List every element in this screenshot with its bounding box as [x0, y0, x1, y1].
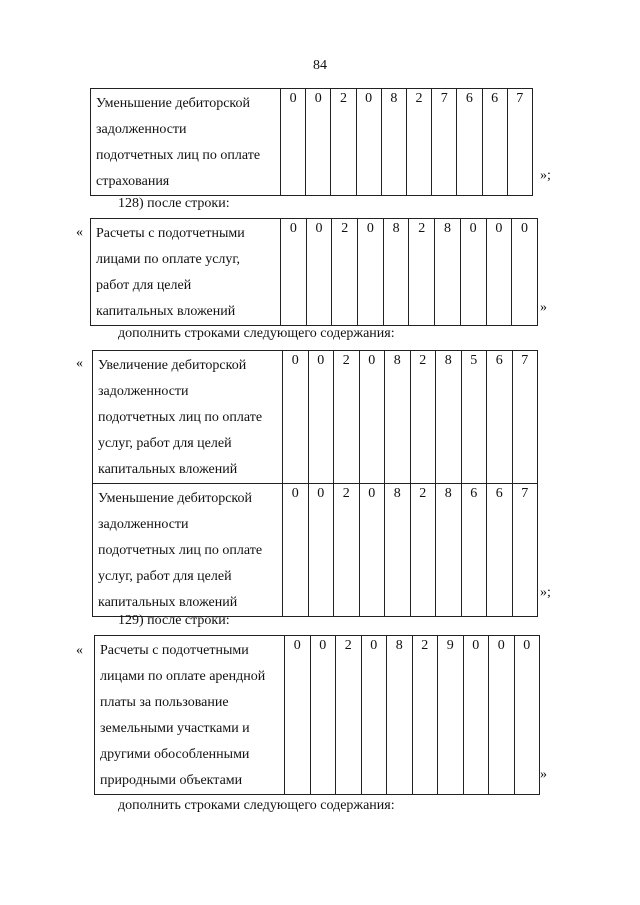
row-name	[91, 219, 281, 326]
code-digit: 9	[438, 636, 464, 795]
code-digit: 8	[385, 484, 411, 617]
code-digit: 0	[514, 636, 540, 795]
code-digit: 8	[387, 636, 413, 795]
code-digit: 8	[436, 351, 462, 484]
code-digit: 8	[436, 484, 462, 617]
table-settlements-capital	[90, 218, 538, 326]
opening-quote: «	[76, 356, 83, 371]
name-line: Расчеты с подотчетными	[100, 643, 249, 658]
code-digit: 2	[410, 351, 436, 484]
closing-quote: »	[540, 300, 547, 315]
code-digit: 6	[461, 484, 487, 617]
code-digit: 2	[331, 89, 356, 196]
code-digit: 0	[306, 219, 332, 326]
code-digit: 2	[412, 636, 438, 795]
name-line: земельными участками и	[100, 721, 250, 736]
code-digit: 2	[334, 351, 360, 484]
code-digit: 0	[359, 351, 385, 484]
code-digit: 0	[308, 351, 334, 484]
code-digit: 7	[512, 351, 538, 484]
name-line: капитальных вложений	[98, 462, 238, 477]
closing-quote: »;	[540, 585, 551, 600]
code-digit: 2	[336, 636, 362, 795]
code-digit: 2	[332, 219, 358, 326]
code-digit: 0	[460, 219, 486, 326]
paragraph-add-rows-2: дополнить строками следующего содержания:	[118, 798, 395, 813]
table-decrease-insurance	[90, 88, 533, 196]
table-row	[93, 351, 538, 484]
name-line: страхования	[96, 174, 170, 189]
code-digit: 2	[410, 484, 436, 617]
name-line: задолженности	[98, 517, 189, 532]
name-line: Уменьшение дебиторской	[98, 491, 253, 506]
code-digit: 0	[310, 636, 336, 795]
row-name	[91, 89, 281, 196]
code-digit: 6	[487, 351, 513, 484]
code-digit: 2	[406, 89, 431, 196]
name-line: подотчетных лиц по оплате	[98, 543, 263, 558]
table-row	[91, 219, 538, 326]
code-digit: 8	[383, 219, 409, 326]
paragraph-128: 128) после строки:	[118, 196, 230, 211]
name-line: природными объектами	[100, 773, 243, 788]
name-line: лицами по оплате арендной	[100, 669, 266, 684]
name-line: задолженности	[96, 122, 187, 137]
code-digit: 0	[281, 89, 306, 196]
code-digit: 0	[486, 219, 512, 326]
code-digit: 0	[361, 636, 387, 795]
code-digit: 0	[308, 484, 334, 617]
code-digit: 0	[489, 636, 515, 795]
row-name	[93, 484, 283, 617]
page-number: 84	[313, 58, 327, 73]
table-row	[91, 89, 533, 196]
code-digit: 8	[381, 89, 406, 196]
code-digit: 0	[306, 89, 331, 196]
table-row	[93, 484, 538, 617]
name-line: Увеличение дебиторской	[98, 358, 247, 373]
code-digit: 0	[281, 219, 307, 326]
code-digit: 0	[463, 636, 489, 795]
code-digit: 7	[507, 89, 532, 196]
paragraph-add-rows: дополнить строками следующего содержания:	[118, 326, 395, 341]
code-digit: 8	[385, 351, 411, 484]
code-digit: 6	[487, 484, 513, 617]
row-name	[95, 636, 285, 795]
code-digit: 0	[359, 484, 385, 617]
name-line: платы за пользование	[100, 695, 229, 710]
code-digit: 7	[432, 89, 457, 196]
name-line: подотчетных лиц по оплате	[96, 148, 261, 163]
name-line: услуг, работ для целей	[98, 569, 232, 584]
code-digit: 0	[283, 351, 309, 484]
name-line: другими обособленными	[100, 747, 250, 762]
row-name	[93, 351, 283, 484]
table-row	[95, 636, 540, 795]
name-line: услуг, работ для целей	[98, 436, 232, 451]
name-line: капитальных вложений	[96, 304, 236, 319]
code-digit: 0	[285, 636, 311, 795]
code-digit: 0	[358, 219, 384, 326]
code-digit: 0	[356, 89, 381, 196]
opening-quote: «	[76, 225, 83, 240]
code-digit: 2	[334, 484, 360, 617]
table-new-rows-capital	[92, 350, 538, 617]
code-digit: 6	[482, 89, 507, 196]
code-digit: 6	[457, 89, 482, 196]
code-digit: 8	[435, 219, 461, 326]
name-line: капитальных вложений	[98, 595, 238, 610]
name-line: задолженности	[98, 384, 189, 399]
code-digit: 2	[409, 219, 435, 326]
name-line: лицами по оплате услуг,	[96, 252, 241, 267]
table-settlements-land-rent	[94, 635, 540, 795]
name-line: работ для целей	[96, 278, 192, 293]
closing-quote: »	[540, 767, 547, 782]
name-line: Уменьшение дебиторской	[96, 96, 251, 111]
code-digit: 0	[283, 484, 309, 617]
code-digit: 7	[512, 484, 538, 617]
name-line: Расчеты с подотчетными	[96, 226, 245, 241]
name-line: подотчетных лиц по оплате	[98, 410, 263, 425]
closing-quote: »;	[540, 168, 551, 183]
paragraph-129: 129) после строки:	[118, 613, 230, 628]
opening-quote: «	[76, 643, 83, 658]
code-digit: 5	[461, 351, 487, 484]
code-digit: 0	[512, 219, 538, 326]
